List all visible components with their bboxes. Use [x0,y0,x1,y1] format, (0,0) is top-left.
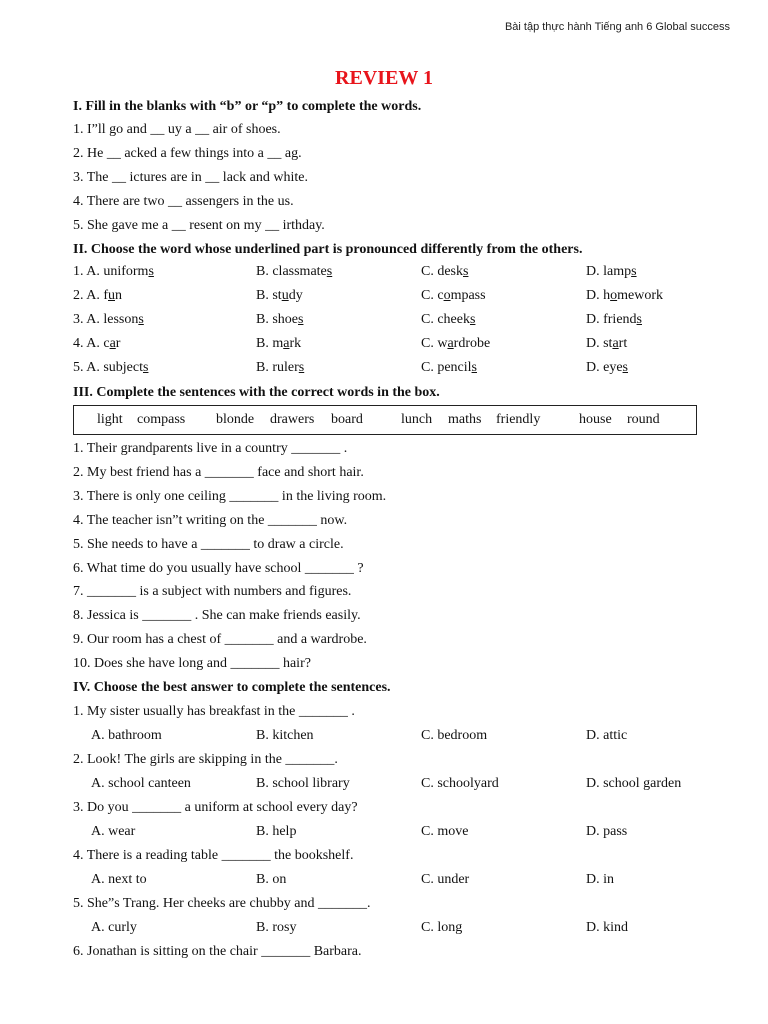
word-box [73,405,697,435]
underlined-part: s [298,312,304,327]
option-text: dy [288,288,303,303]
section2-option [256,335,301,353]
option-text: C. desk [421,264,463,279]
section2-option [421,263,468,281]
option-text: C. w [421,336,448,351]
option-text: D. eye [586,360,623,375]
underlined-part: s [148,264,154,279]
section4-question: 1. My sister usually has breakfast in the _______ . [73,704,355,719]
option-text: rdrobe [453,336,491,351]
section4-option: B. school library [256,776,350,791]
section2-option [73,335,120,353]
section4-option: D. kind [586,920,628,935]
underlined-part: s [469,312,476,327]
section2-option [586,287,663,305]
section4-option: D. pass [586,824,628,839]
section1-item: 3. The __ ictures are in __ lack and white. [73,170,308,185]
section1-heading: I. Fill in the blanks with “b” or “p” to complete the words. [73,99,422,114]
section2-option [73,287,122,305]
option-text: 2. A. f [73,288,108,303]
section4-option: C. schoolyard [421,776,499,791]
option-text: rk [289,336,302,351]
option-text: 5. A. subject [73,360,143,375]
option-text: D. h [586,288,611,303]
section4-option: C. move [421,824,469,839]
underlined-part: s [138,312,144,327]
section2-heading: II. Choose the word whose underlined part is pronounced differently from the others. [73,242,583,257]
section4-question: 6. Jonathan is sitting on the chair _______ Barbara. [73,944,362,959]
section3-item: 9. Our room has a chest of _______ and a wardrobe. [73,632,367,647]
word-box-item: round [627,412,660,427]
option-text: D. lamp [586,264,632,279]
underlined-part: s [471,360,477,375]
section2-option [421,311,475,329]
underlined-part: s [326,264,333,279]
word-box-item: compass [137,412,186,427]
option-text: B. st [256,288,282,303]
section2-option [73,311,144,329]
underlined-part: s [631,264,637,279]
option-text: B. ruler [256,360,299,375]
underlined-part: a [109,336,116,351]
word-box-item: drawers [270,412,315,427]
section2-option [586,311,642,329]
section1-item: 4. There are two __ assengers in the us. [73,194,294,209]
section2-option [586,263,637,281]
section4-option: D. in [586,872,614,887]
section2-option [73,359,148,377]
section4-option: A. bathroom [91,728,162,743]
option-text: D. friend [586,312,637,327]
section4-option: B. help [256,824,297,839]
page-title: REVIEW 1 [335,67,433,89]
section3-item: 5. She needs to have a _______ to draw a circle. [73,537,344,552]
option-text: C. cheek [421,312,470,327]
word-box-item: lunch [401,412,433,427]
option-text: rt [618,336,628,351]
option-text: n [115,288,122,303]
option-text: C. pencil [421,360,472,375]
option-text: mpass [450,288,486,303]
option-text: 1. A. uniform [73,264,149,279]
underlined-part: s [463,264,469,279]
underlined-part: s [143,360,149,375]
section4-option: B. kitchen [256,728,314,743]
section4-option: D. school garden [586,776,682,791]
section3-heading: III. Complete the sentences with the correct words in the box. [73,385,440,400]
word-box-item: light [97,412,123,427]
section3-item: 8. Jessica is _______ . She can make friends easily. [73,608,361,623]
section1-item: 5. She gave me a __ resent on my __ irthday. [73,218,325,233]
section4-heading: IV. Choose the best answer to complete the sentences. [73,680,391,695]
section3-item: 10. Does she have long and _______ hair? [73,656,311,671]
section3-item: 1. Their grandparents live in a country _______ . [73,441,348,456]
section4-option: C. long [421,920,463,935]
underlined-part: o [610,288,618,303]
section1-item: 1. I”ll go and __ uy a __ air of shoes. [73,122,281,137]
option-text: D. st [586,336,613,351]
word-box-item: house [579,412,612,427]
section4-option: B. on [256,872,287,887]
word-box-item: blonde [216,412,255,427]
underlined-part: s [298,360,305,375]
section2-option [256,263,332,281]
underlined-part: u [281,288,289,303]
section3-item: 6. What time do you usually have school _______ ? [73,561,364,576]
section2-option [256,311,303,329]
section4-option: A. next to [91,872,147,887]
header-note: Bài tập thực hành Tiếng anh 6 Global success [504,21,730,33]
option-text: mework [617,288,664,303]
section2-option [421,359,477,377]
section4-question: 3. Do you _______ a uniform at school every day? [73,800,358,815]
option-text: 4. A. c [73,336,110,351]
section3-item: 7. _______ is a subject with numbers and figures. [73,584,352,599]
section3-item: 2. My best friend has a _______ face and short hair. [73,465,364,480]
section4-option: C. bedroom [421,728,488,743]
section2-option [421,335,490,353]
section2-option [421,287,486,305]
underlined-part: a [612,336,619,351]
section4-question: 2. Look! The girls are skipping in the _______. [73,752,338,767]
section2-option [73,263,154,281]
underlined-part: a [447,336,454,351]
section4-option: A. curly [91,920,137,935]
section4-question: 5. She”s Trang. Her cheeks are chubby and _______. [73,896,371,911]
section4-option: A. wear [91,824,136,839]
option-text: r [115,336,121,351]
section1-item: 2. He __ acked a few things into a __ ag. [73,146,302,161]
word-box-item: board [331,412,363,427]
section2-option [586,359,628,377]
section3-item: 4. The teacher isn”t writing on the _______ now. [73,513,348,528]
option-text: B. classmate [256,264,327,279]
section4-option: D. attic [586,728,628,743]
underlined-part: s [622,360,628,375]
section4-option: B. rosy [256,920,297,935]
section4-option: A. school canteen [91,776,191,791]
section3-item: 3. There is only one ceiling _______ in the living room. [73,489,387,504]
underlined-part: s [636,312,642,327]
word-box-item: maths [448,412,482,427]
underlined-part: a [283,336,290,351]
word-box-item: friendly [496,412,541,427]
underlined-part: o [443,288,451,303]
option-text: 3. A. lesson [73,312,139,327]
section2-option [256,287,303,305]
option-text: B. m [256,336,284,351]
option-text: C. c [421,288,444,303]
section2-option [256,359,304,377]
section4-option: C. under [421,872,470,887]
option-text: B. shoe [256,312,298,327]
section4-question: 4. There is a reading table _______ the bookshelf. [73,848,354,863]
underlined-part: u [108,288,115,303]
section2-option [586,335,627,353]
